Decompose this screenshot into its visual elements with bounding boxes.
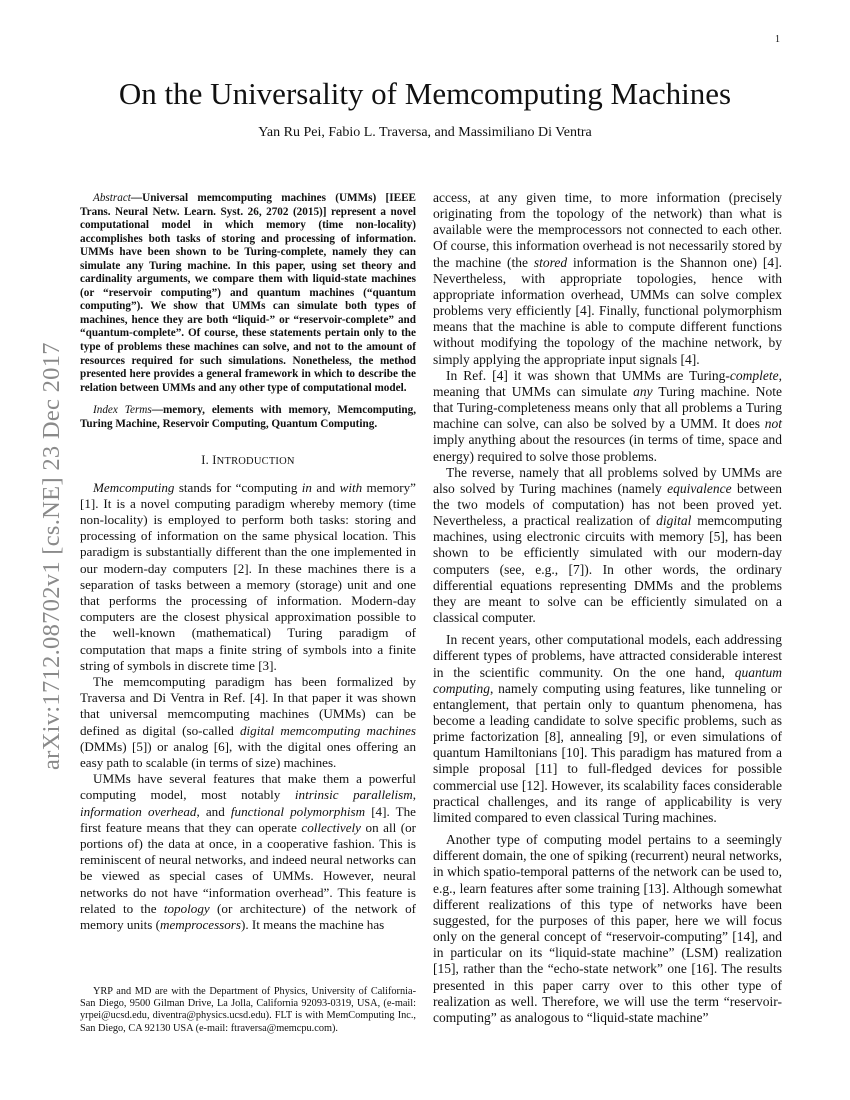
arxiv-identifier-stamp[interactable]: arXiv:1712.08702v1 [cs.NE] 23 Dec 2017: [38, 342, 65, 770]
abstract: [80, 192, 416, 395]
index-terms-label: Index Terms: [93, 404, 152, 417]
page-number: 1: [775, 34, 780, 45]
author-list: Yan Ru Pei, Fabio L. Traversa, and Massimiliano Di Ventra: [258, 125, 592, 140]
intro-paragraph-3: UMMs have several features that make them a powerful computing model, most notably intrinsic parallelism, information overhead, and functional polymorphism [4]. The first feature means that they can operate collectively on all (or portions of) the data at once, in a cooperative fashion. This is reminiscent of neural networks, and indeed neural networks can be viewed as special cases of UMMs. However, neural networks do not have “information overhead”. This feature is related to the topology (or architecture) of the network of memory units (memprocessors). It means the machine has: [80, 771, 417, 932]
intro-paragraph-5: The reverse, namely that all problems solved by UMMs are also solved by Turing machines (namely equivalence between the two models of computation) has not been proved yet. Nevertheless, a practical realization of digital memcomputing machines, using electronic circuits with memory [5], has been shown to be efficiently simulated with our modern-day computers (see, e.g., [7]). In other words, the ordinary differential equations representing DMMs and the problems they are meant to solve can be efficiently simulated on a classical computer.: [433, 464, 782, 626]
index-terms-text: —memory, elements with memory, Memcomputing, Turing Machine, Reservoir Computing, Quantum Computing.: [80, 404, 416, 430]
paper-title: On the Universality of Memcomputing Machines: [118, 76, 732, 111]
intro-paragraph-4: In Ref. [4] it was shown that UMMs are Turing-complete, meaning that UMMs can simulate any Turing machine. Note that Turing-completeness means only that all problems a Turing machine can solve, can also be solved by a UMM. It does not imply anything about the resources (in terms of time, space and energy) required to solve those problems.: [433, 367, 782, 464]
intro-paragraph-6: In recent years, other computational models, each addressing different types of problems, have attracted considerable interest in the scientific community. On the one hand, quantum computing, namely computing using features, like tunneling or entanglement, that pertain only to quantum phenomena, has become a leading candidate to solve specific problems, such as prime factorization [8], annealing [9], or even simulations of quantum Hamiltonians [10]. This paradigm has matured from a simple proposal [11] to full-fledged devices for possible commercial use [12]. However, its scalability faces considerable practical challenges, and its range of applicability is very limited compared to even classical Turing machines.: [433, 632, 782, 825]
left-column: [80, 192, 416, 933]
index-terms: [80, 404, 416, 431]
affiliation-footnote: YRP and MD are with the Department of Physics, University of California-San Diego, 9500 Gilman Drive, La Jolla, California 92093-0319, USA, (e-mail: yrpei@ucsd.edu, diventra@physics.ucsd.edu). FLT is with MemComputing Inc., San Diego, CA 92130 USA (e-mail: ftraversa@memcpu.com).: [80, 986, 416, 1034]
intro-paragraph-3-continued: access, at any given time, to more information (precisely originating from the topology of the network) than what is available were the memprocessors not connected to each other. Of course, this information overhead is not necessarily stored by the machine (the stored information is the Shannon one) [4]. Nevertheless, with appropriate topologies, hence with appropriate information overhead, UMMs can solve complex problems very efficiently [4]. Finally, functional polymorphism means that the machine is able to compute different functions without modifying the topology of the machine network, by simply applying the appropriate input signals [4].: [433, 190, 782, 367]
abstract-label: Abstract: [93, 192, 131, 204]
intro-paragraph-2: The memcomputing paradigm has been formalized by Traversa and Di Ventra in Ref. [4]. In that paper it was shown that universal memcomputing machines (UMMs) can be defined as digital (so-called digital memcomputing machines (DMMs) [5]) or analog [6], with the digital ones offering an easy path to scalable (in terms of size) machines.: [80, 673, 416, 770]
section-heading-introduction: I. INTRODUCTION: [201, 453, 295, 468]
intro-paragraph-1: Memcomputing stands for “computing in and with memory” [1]. It is a novel computing paradigm whereby memory (time non-locality) is employed to perform both tasks: storing and processing of information on the same physical location. This paradigm is substantially different than the one implemented in our modern-day computers [2]. In these machines there is a separation of tasks between a memory (storage) unit and one that performs the processing of information. Modern-day computers are the closest physical approximation possible to the well-known (mathematical) Turing paradigm of computation that maps a finite string of symbols into a finite string of symbols in discrete time [3].: [80, 479, 416, 673]
right-column: [433, 190, 782, 1026]
intro-paragraph-7: Another type of computing model pertains to a seemingly different domain, the one of spiking (recurrent) neural networks, in which spatio-temporal patterns of the network can be used to, e.g., learn features after some training [13]. Although somewhat different realizations of this type of networks have been suggested, for the purposes of this paper, here we will focus only on the general concept of “reservoir-computing” [14], and in particular on its “liquid-state machine” (LSM) realization [15], rather than the “echo-state network” one [16]. The results presented in this paper carry over to this other type of realization as well. Therefore, we will use the term “reservoir-computing” as analogous to “liquid-state machine”: [433, 832, 782, 1025]
abstract-text: —Universal memcomputing machines (UMMs) [IEEE Trans. Neural Netw. Learn. Syst. 26, 2702 (2015)] represent a novel computational model in which memory (time non-locality) accomplishes both tasks of storing and processing of information. UMMs have been shown to be Turing-complete, namely they can simulate any Turing machine. In this paper, using set theory and cardinality arguments, we compare them with liquid-state machines (or “reservoir computing”) and quantum machines (“quantum computing”). We show that UMMs can simulate both types of machines, hence they are both “liquid-” or “reservoir-complete” and “quantum-complete”. Of course, these statements pertain only to the type of problems these machines can solve, and not to the amount of resources required for such simulations. Nonetheless, the method presented here provides a general framework in which to describe the relation between UMMs and any other type of computational model.: [80, 192, 416, 394]
